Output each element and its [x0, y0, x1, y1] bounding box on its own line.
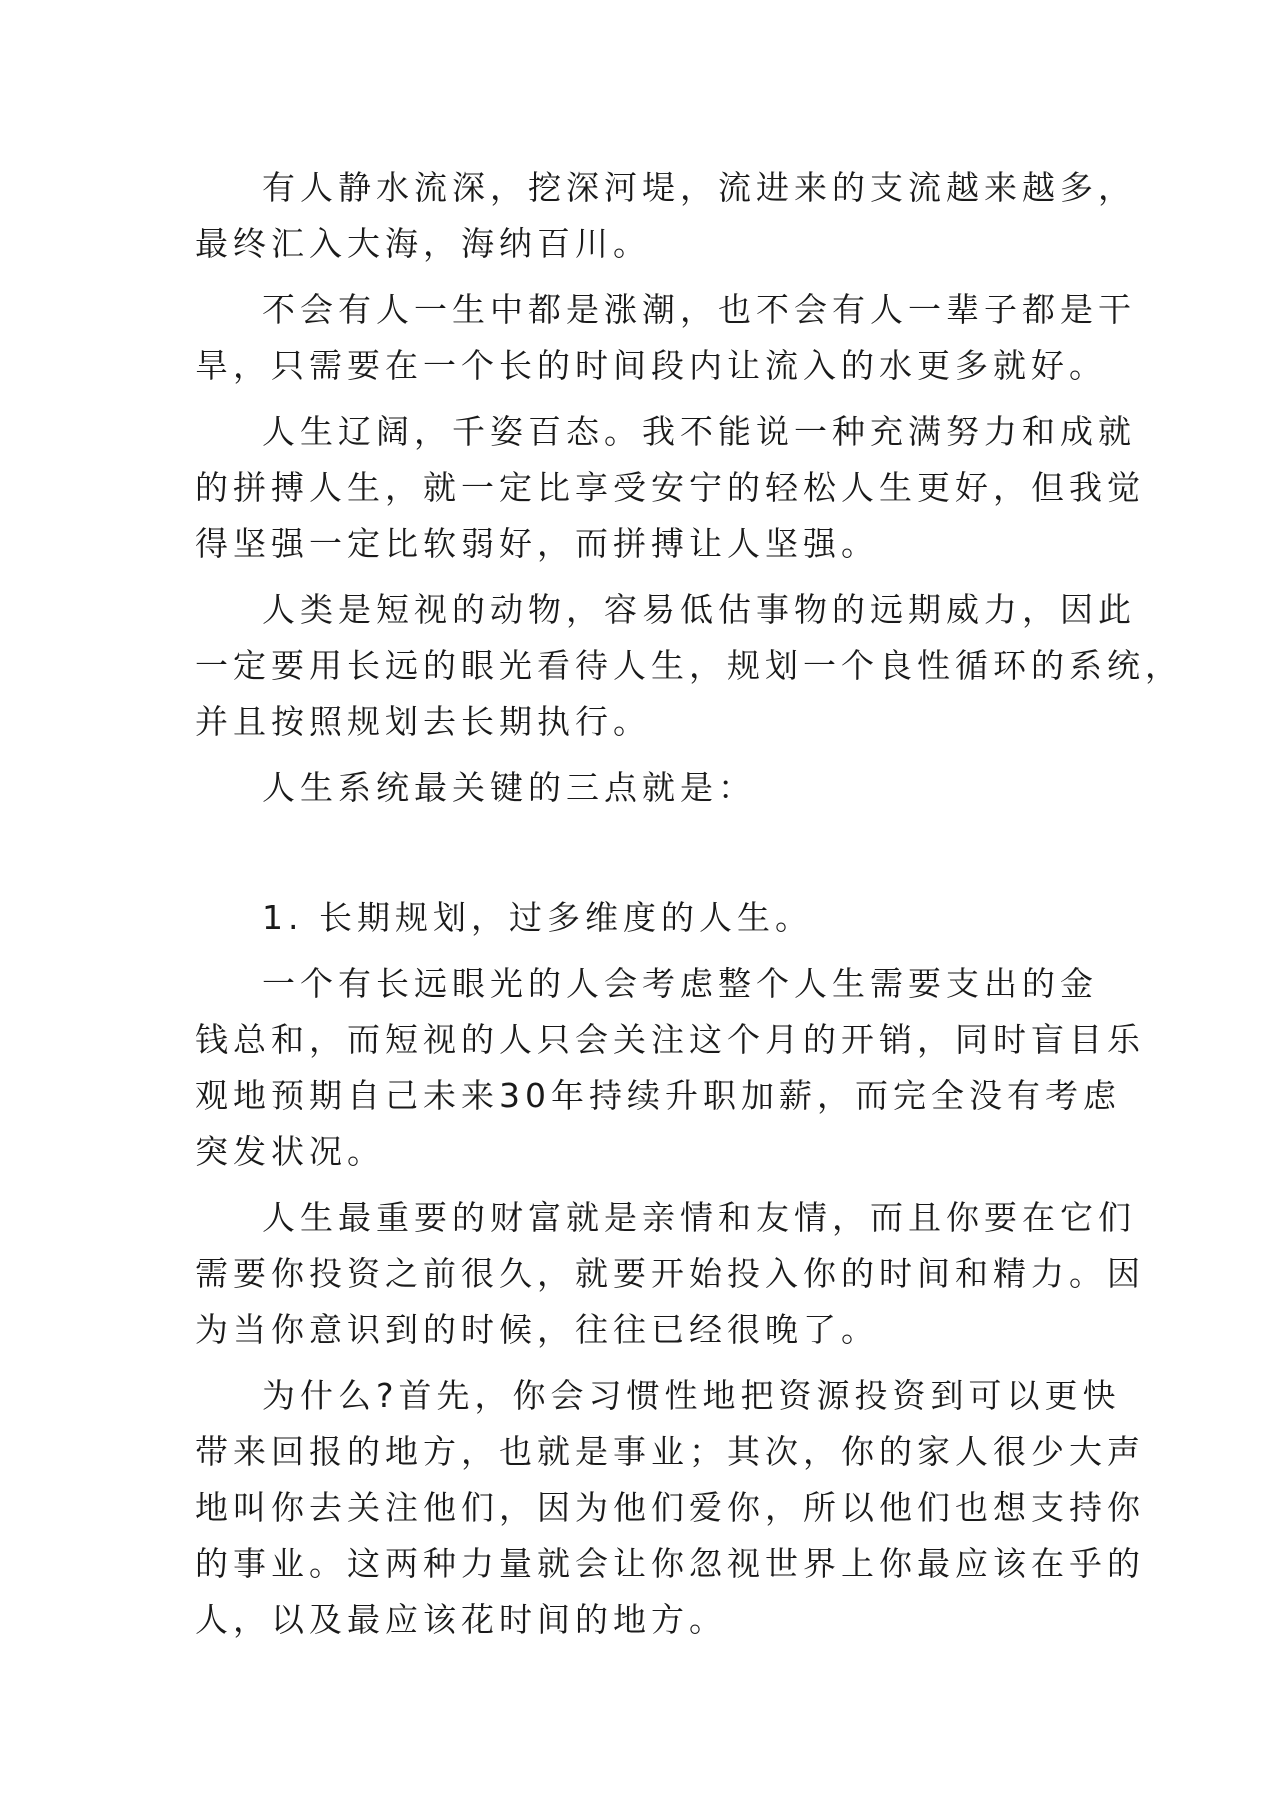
text-line: 人类是短视的动物，容易低估事物的远期威力，因此: [262, 590, 1136, 629]
text-line: 突发状况。: [195, 1132, 385, 1171]
text-line: 钱总和，而短视的人只会关注这个月的开销，同时盲目乐: [195, 1020, 1145, 1059]
text-line: 得坚强一定比软弱好，而拼搏让人坚强。: [195, 524, 879, 563]
text-line: 地叫你去关注他们，因为他们爱你，所以他们也想支持你: [195, 1488, 1145, 1527]
text-line: 最终汇入大海，海纳百川。: [195, 224, 651, 263]
text-line: 人生系统最关键的三点就是：: [262, 768, 756, 807]
text-line: 一个有长远眼光的人会考虑整个人生需要支出的金: [262, 964, 1098, 1003]
text-line: 有人静水流深，挖深河堤，流进来的支流越来越多，: [262, 168, 1136, 207]
text-line: 的事业。这两种力量就会让你忽视世界上你最应该在乎的: [195, 1544, 1145, 1583]
text-line: 的拼搏人生，就一定比享受安宁的轻松人生更好，但我觉: [195, 468, 1145, 507]
text-line: 一定要用长远的眼光看待人生，规划一个良性循环的系统，: [195, 646, 1183, 685]
text-line: 人生辽阔，千姿百态。我不能说一种充满努力和成就: [262, 412, 1136, 451]
text-line: 为什么?首先，你会习惯性地把资源投资到可以更快: [262, 1376, 1121, 1415]
text-line: 人，以及最应该花时间的地方。: [195, 1600, 727, 1639]
text-line: 并且按照规划去长期执行。: [195, 702, 651, 741]
text-line: 观地预期自己未来30年持续升职加薪，而完全没有考虑: [195, 1076, 1121, 1115]
text-line: 为当你意识到的时候，往往已经很晚了。: [195, 1310, 879, 1349]
text-line: 带来回报的地方，也就是事业；其次，你的家人很少大声: [195, 1432, 1145, 1471]
section-heading: 1. 长期规划，过多维度的人生。: [262, 898, 813, 937]
text-line: 不会有人一生中都是涨潮，也不会有人一辈子都是干: [262, 290, 1136, 329]
text-line: 需要你投资之前很久，就要开始投入你的时间和精力。因: [195, 1254, 1145, 1293]
text-line: 人生最重要的财富就是亲情和友情，而且你要在它们: [262, 1198, 1136, 1237]
text-line: 旱，只需要在一个长的时间段内让流入的水更多就好。: [195, 346, 1107, 385]
